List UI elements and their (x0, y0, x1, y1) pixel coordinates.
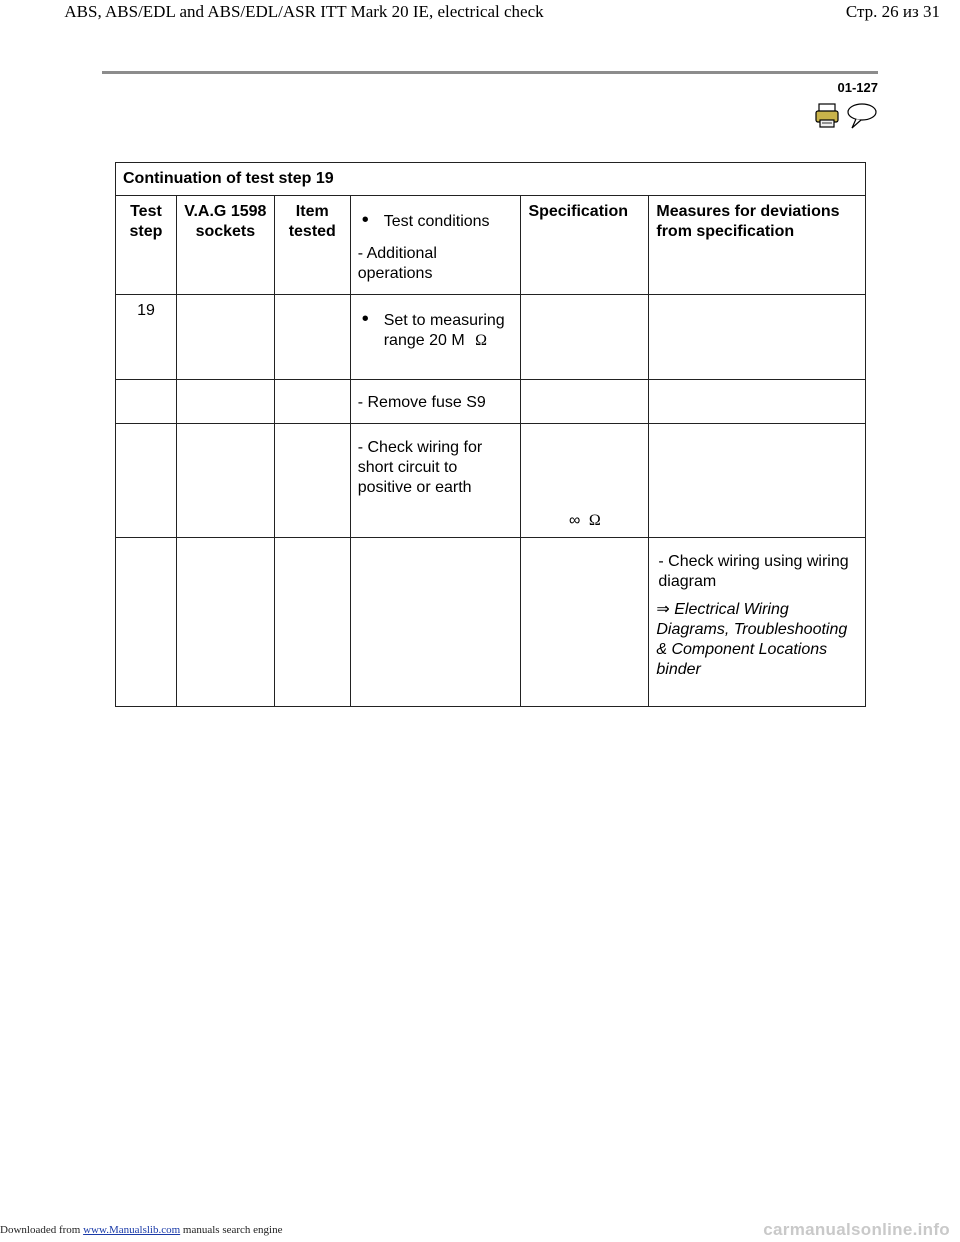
test-step-table (115, 162, 866, 707)
reference-arrow-icon: ⇒ (656, 601, 670, 618)
footer-suffix: manuals search engine (182, 1224, 283, 1236)
ohm-unit: Ω (475, 332, 487, 349)
footer-prefix: Downloaded from (0, 1224, 81, 1236)
header-vag-sockets: V.A.G 1598 sockets (176, 196, 274, 295)
page-indicator: Стр. 26 из 31 (845, 2, 940, 21)
document-number: 01-127 (837, 80, 878, 95)
measures-cell (649, 538, 866, 707)
header-test-conditions: • Test conditions (358, 212, 514, 232)
manualslib-link[interactable]: www.Manualslib.com (83, 1224, 181, 1236)
header-conditions-cell (350, 196, 521, 295)
header-divider (102, 71, 878, 74)
table-row (116, 295, 866, 380)
table-header-row (116, 196, 866, 295)
header-specification: Specification (521, 196, 649, 295)
condition-text (358, 311, 514, 351)
table-row (116, 424, 866, 538)
header-item-tested: Item tested (274, 196, 350, 295)
ohm-unit: Ω (588, 512, 601, 529)
continuation-label: Continuation of test step 19 (116, 163, 866, 196)
watermark: carmanualsonline.info (763, 1220, 950, 1239)
header-measures: Measures for deviations from specification (649, 196, 866, 295)
speech-bubble-icon[interactable] (848, 104, 876, 128)
printer-icon[interactable] (816, 104, 838, 127)
toolbar-icons (814, 102, 880, 130)
download-footer (0, 1224, 282, 1236)
table-row (116, 380, 866, 424)
condition-label: Set to measuring range 20 M (383, 312, 505, 349)
reference-link[interactable]: Electrical Wiring Diagrams, Troubleshooting & Component Locations binder (656, 601, 848, 678)
table-row (116, 538, 866, 707)
document-header-title: ABS, ABS/EDL and ABS/EDL/ASR ITT Mark 20 IE, electrical check (64, 2, 544, 21)
infinity-symbol: ∞ (569, 512, 581, 529)
step-number: 19 (116, 295, 177, 380)
measure-check-wiring: - Check wiring using wiring diagram (658, 553, 849, 590)
wiring-diagram-reference[interactable] (656, 600, 858, 680)
specification-value (521, 424, 649, 538)
header-test-step: Test step (116, 196, 177, 295)
toolbar-icon-group (814, 102, 880, 130)
operation-remove-fuse: - Remove fuse S9 (350, 380, 521, 424)
continuation-row (116, 163, 866, 196)
operation-check-wiring: - Check wiring for short circuit to positive or earth (350, 424, 521, 538)
condition-cell (350, 295, 521, 380)
header-additional-operations: - Additional operations (357, 245, 437, 282)
